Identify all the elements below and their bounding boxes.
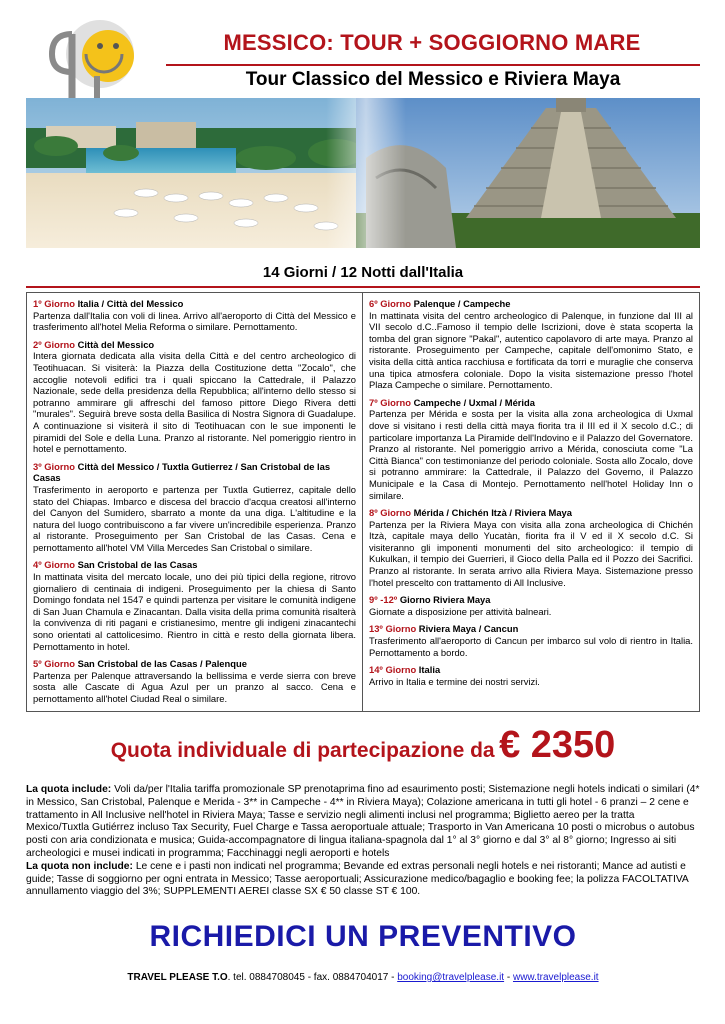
day-number: 8º Giorno — [369, 507, 411, 519]
day-heading — [369, 594, 693, 606]
itinerary-day — [33, 461, 356, 554]
itinerary-table — [26, 292, 700, 712]
day-route: Campeche / Uxmal / Mérida — [413, 396, 535, 408]
excluded-section — [26, 861, 700, 899]
day-route: Mérida / Chichén Itzà / Riviera Maya — [413, 507, 572, 519]
day-heading — [369, 397, 693, 409]
itinerary-day — [369, 594, 693, 617]
day-description: Trasferimento in aeroporto e partenza per Tuxtla Gutierrez, capitale dello stato del Chiapas. Imbarco e discesa del braccio d'acqua creatosi all'interno del Canyon del Sumidero, sbarrato a monte da una diga. L'altitudine e la natura del luogo contribuiscono a far vivere un'incredibile esperienza. Pranzo al ristorante. Proseguimento per San Cristobal de las Casas. Cena e pernottamento all'hotel VM Villa Mercedes San Cristobal o similare. — [33, 483, 356, 553]
day-number: 3º Giorno — [33, 460, 75, 472]
page-title: MESSICO: TOUR + SOGGIORNO MARE — [223, 30, 641, 55]
footer-phone-fax: . tel. 0884708045 - fax. 0884704017 - — [227, 972, 398, 983]
price-conditions — [26, 784, 700, 899]
day-number: 13º Giorno — [369, 623, 417, 635]
day-number: 4º Giorno — [33, 559, 75, 571]
price-quote — [26, 724, 700, 767]
day-heading — [369, 298, 693, 310]
day-route: Città del Messico — [77, 338, 155, 350]
day-route: Italia — [418, 664, 441, 676]
day-description: Partenza per la Riviera Maya con visita alla zona archeologica di Chichén Itzà, capitale maya dello Yucatàn, fiorita fra il V ed il X secolo d.C. Si visiteranno gli imponenti monumenti del sito archeologico: il tempio di Kukulkan, il tempio dei Guerrieri, il Gioco della Palla ed il Pozzo dei Sacrifici. Pranzo al ristorante. In serata arrivo alla Riviera Maya. Sistemazione presso l'hotel prescelto con trattamento di All Inclusive. — [369, 518, 693, 588]
day-heading — [369, 507, 693, 519]
title-divider — [166, 64, 700, 66]
day-heading — [369, 623, 693, 635]
day-route: San Cristobal de las Casas — [77, 559, 198, 571]
day-description: Giornate a disposizione per attività balneari. — [369, 605, 552, 617]
itinerary-column-right — [363, 293, 699, 711]
day-number: 1º Giorno — [33, 298, 75, 309]
day-route: Giorno Riviera Maya — [399, 594, 491, 606]
included-text: Voli da/per l'Italia tariffa promozionale SP prenotaprima fino ad esaurimento posti; Sistemazione negli hotels indicati o similari (4* in Messico, San Cristobal, Palenque e Merida - 3** in Campeche - 4** in Riviera Maya); Colazione americana in tutti gli hotel - 6 pranzi – 2 cene e trattamento in All Inclusive nell'hotel in Riviera Maya; Tasse e servizio negli alimenti inclusi nel programma; Biglietto aereo per la tratta Mexico/Tuxtla Gutiérrez incluso Tax Security, Fuel Charge e Tassa aeroportuale attuale; Trasporto in Van Americana 10 posti o microbus o autobus posti con aria condizionata e musica; Guida-accompagnatore di lingua italiana-spagnola dal 1° al 3° giorno e dal 3° al 8° giorno; Ingresso ai siti archeologici e musei indicati in programma; Facchinaggi negli aeroporti e hotels — [26, 784, 700, 859]
itinerary-day — [369, 623, 693, 658]
day-route: San Cristobal de las Casas / Palenque — [77, 658, 247, 670]
day-description: In mattinata visita del centro archeologico di Palenque, in funzione dal III al VII secolo d.C..Famoso il tempio delle Iscrizioni, dove è stata scoperta la tomba del gran signore "Pakal", autentico capolavoro di arte maya. Pranzo al ristorante. Proseguimento per Campeche, capitale dell'omonimo Stato, e visita della città antica racchiusa e fortificata da torri e muraglie che conserva una tipica atmosfera coloniale. Dopo la visita sistemazione presso l'hotel Plaza Campeche o similare. Pernottamento. — [369, 309, 693, 391]
day-number: 5º Giorno — [33, 658, 75, 670]
day-heading — [33, 298, 356, 310]
day-route: Riviera Maya / Cancun — [418, 623, 519, 635]
email-link[interactable]: booking@travelplease.it — [397, 972, 505, 983]
day-description: Arrivo in Italia e termine dei nostri servizi. — [369, 675, 540, 687]
page-subtitle: Tour Classico del Messico e Riviera Maya — [245, 69, 621, 90]
day-heading — [369, 664, 693, 676]
duration-divider — [26, 286, 700, 288]
day-description: Partenza per Mérida e sosta per la visita alla zona archeologica di Uxmal dove si visitano i resti della città maya fiorita tra il III ed il X secolo d.C.; di particolare importanza La Piramide dell'Indovino e il Palazzo del Governatore. Pranzo al ristorante. Nel pomeriggio arrivo a Mérida, conosciuta come "La Città Bianca" con testimonianze del periodo coloniale. Sosta allo Zocalo, dove si potranno ammirare: la Cattedrale, il Palazzo del Governo, il Palazzo Municipale e la Casa di Montejo. Pernottamento nell'hotel Holiday Inn o similare. — [369, 408, 693, 501]
itinerary-column-left — [27, 293, 363, 711]
day-number: 14º Giorno — [369, 664, 417, 676]
included-section — [26, 784, 700, 861]
quote-request-heading: RICHIEDICI UN PREVENTIVO — [149, 920, 577, 953]
tour-duration: 14 Giorni / 12 Notti dall'Italia — [262, 264, 464, 281]
day-route: Palenque / Campeche — [413, 298, 511, 309]
day-number: 7º Giorno — [369, 396, 411, 408]
itinerary-day — [33, 658, 356, 704]
itinerary-day — [369, 507, 693, 588]
day-route: Italia / Città del Messico — [77, 298, 184, 309]
day-heading — [33, 461, 356, 484]
itinerary-day — [369, 397, 693, 501]
day-number: 9º -12º — [369, 594, 398, 606]
website-link[interactable]: www.travelplease.it — [512, 972, 599, 983]
footer-separator: - — [504, 972, 513, 983]
day-number: 2º Giorno — [33, 338, 75, 350]
footer-brand: TRAVEL PLEASE T.O — [127, 972, 228, 983]
day-heading — [33, 339, 356, 351]
excluded-text: Le cene e i pasti non indicati nel programma; Bevande ed extras personali negli hotels e nei ristoranti; Mance ad autisti e guide; Tasse di soggiorno per ogni entrata in Messico; Tasse aeroportuali; Assicurazione medico/bagaglio e booking fee; la polizza FACOLTATIVA annullamento viaggio del 3%; SUPPLEMENTI AEREI classe SX € 50 classe ST € 100. — [26, 860, 689, 898]
itinerary-day — [369, 298, 693, 391]
itinerary-day — [33, 559, 356, 652]
footer-contacts — [26, 972, 700, 983]
price-value: € 2350 — [499, 724, 616, 766]
day-description: In mattinata visita del mercato locale, uno dei più tipici della regione, ritrovo giornaliero di centinaia di indigeni. Proseguimento per la chiesa di Santo Domingo fondata nel 1547 e quindi partenza per visitare le comunità indigene di San Juan Chamula e Zinacantan. Dalla visita della prima comunità risalterà la convivenza di riti pagani e cristianesimo, mentre gli indigeni zinacantechi sono orientati al cattolicesimo. Rientro in città e resto della giornata libera. Pernottamento in hotel. — [33, 571, 356, 652]
hero-photo-collage — [26, 98, 700, 248]
day-route: Città del Messico / Tuxtla Gutierrez / San Cristobal de las Casas — [33, 460, 331, 484]
excluded-label: La quota non include: — [26, 860, 133, 872]
included-label: La quota include: — [26, 784, 112, 795]
itinerary-day — [33, 339, 356, 455]
day-heading — [33, 559, 356, 571]
itinerary-day — [33, 298, 356, 333]
day-heading — [33, 658, 356, 670]
price-label: Quota individuale di partecipazione da — [110, 739, 495, 762]
day-description: Trasferimento all'aeroporto di Cancun per imbarco sul volo di rientro in Italia. Pernottamento a bordo. — [369, 635, 693, 658]
itinerary-day — [369, 664, 693, 687]
day-number: 6º Giorno — [369, 298, 411, 309]
day-description: Partenza dall'Italia con voli di linea. Arrivo all'aeroporto di Città del Messico e trasferimento all'hotel Melia Reforma o similare. Pernottamento. — [33, 309, 356, 333]
day-description: Partenza per Palenque attraversando la bellissima e verde sierra con breve sosta alle Cascate di Agua Azul per un pranzo al sacco. Cena e pernottamento all'hotel Ciudad Real o similare. — [33, 669, 356, 704]
day-description: Intera giornata dedicata alla visita della Città e del centro archeologico di Teotihuacan. Si visiterà: la Piazza della Costituzione detta "Zocalo", che accoglie notevoli edifici tra i quali spiccano la Cattedrale, il Palazzo Nazionale, sede della presidenza della Repubblica; all'interno dello stesso si potranno ammirare gli affreschi del famoso pittore Diego Rivera detti "murales". Seguirà breve sosta della Basilica di Nostra Signora di Guadalupe. A continuazione si visiterà il sito di Teotihuacan con le sue imponenti le piramidi del Sole e della Luna. Pranzo al ristorante. Nel pomeriggio rientro in hotel e pernottamento. — [33, 350, 356, 455]
